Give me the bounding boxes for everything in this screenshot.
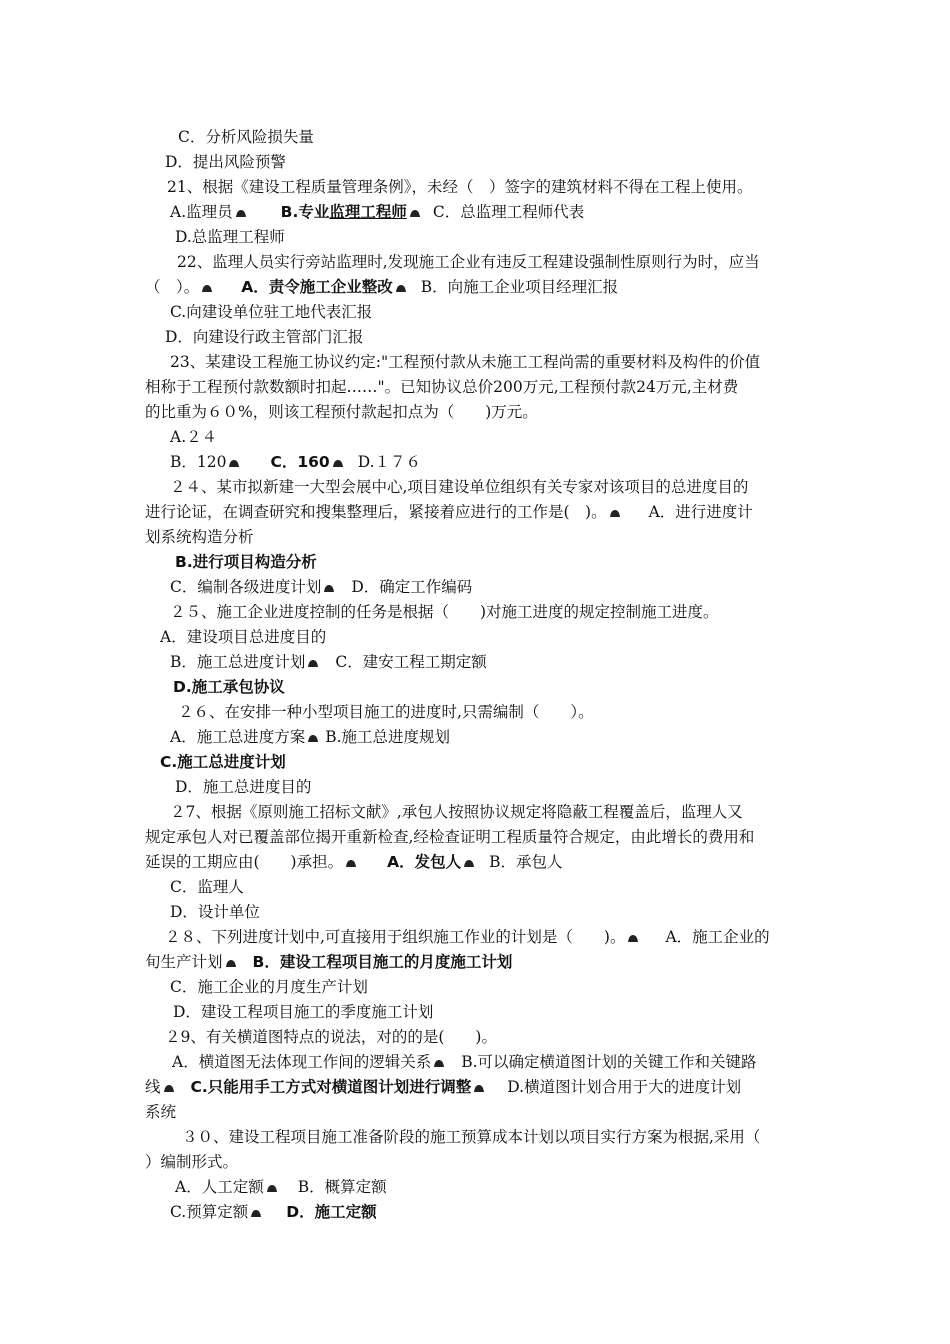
bell-icon [307, 733, 319, 743]
question-text: ２9、有关横道图特点的说法，对的的是( )。 [165, 1028, 497, 1046]
option-c-text: C.向建设单位驻工地代表汇报 [170, 303, 373, 321]
option-d-text: D．确定工作编码 [351, 578, 473, 596]
options-line [170, 452, 421, 472]
question-text: ３０、建设工程项目施工准备阶段的施工预算成本计划以项目实行方案为根据,采用（ [182, 1128, 761, 1146]
option-line [145, 1102, 176, 1122]
option-a-text-cont: 划系统构造分析 [145, 528, 254, 546]
question-text: 进行论证，在调查研究和搜集整理后，紧接着应进行的工作是( )。 [145, 503, 607, 521]
option-b-answer: B.进行项目构造分析 [175, 553, 317, 571]
option-line [173, 677, 285, 697]
options-line [170, 652, 487, 672]
bell-icon [250, 1208, 262, 1218]
option-c-text: C．施工企业的月度生产计划 [170, 978, 368, 996]
bell-icon [163, 1083, 175, 1093]
option-line [175, 552, 317, 572]
option-c-text: C．监理人 [170, 878, 244, 896]
option-b-text: B．向施工企业项目经理汇报 [420, 278, 619, 296]
option-line [178, 127, 314, 147]
options-line [170, 1202, 377, 1222]
option-line [165, 327, 363, 347]
options-line [145, 277, 618, 297]
option-c-text: C．分析风险损失量 [178, 128, 314, 146]
question-text: ２４、某市拟新建一大型会展中心,项目建设单位组织有关专家对该项目的总进度目的 [170, 478, 749, 496]
option-line [170, 302, 372, 322]
bell-icon [463, 858, 475, 868]
option-line [175, 227, 285, 247]
question-text: 的比重为６０%，则该工程预付款起扣点为（ )万元。 [145, 403, 538, 421]
options-line [172, 1052, 757, 1072]
options-line [170, 727, 450, 747]
option-b-text-cont: 线 [145, 1078, 161, 1096]
option-line [160, 752, 286, 772]
bell-icon [609, 508, 621, 518]
option-b-text: B．概算定额 [297, 1178, 387, 1196]
question-27-cont [145, 827, 754, 847]
question-text: 22、监理人员实行旁站监理时,发现施工企业有违反工程建设强制性原则行为时，应当 [177, 253, 760, 271]
option-b-answer: B．建设工程项目施工的月度施工计划 [252, 953, 513, 971]
option-line [170, 902, 260, 922]
question-text: 21、根据《建设工程质量管理条例》，未经（ ）签字的建筑材料不得在工程上使用。 [167, 178, 753, 196]
bell-icon [332, 458, 344, 468]
option-d-text-cont: 系统 [145, 1103, 177, 1121]
option-b-text: B．承包人 [489, 853, 563, 871]
bell-icon [201, 283, 213, 293]
option-line [145, 527, 254, 547]
option-c-text: C．编制各级进度计划 [170, 578, 322, 596]
question-text: 相称于工程预付款数额时扣起……"。已知协议总价200万元,工程预付款24万元,主材费 [145, 378, 739, 396]
option-c-text: C．建安工程工期定额 [335, 653, 487, 671]
bell-icon [627, 933, 639, 943]
option-line [170, 427, 217, 447]
bell-icon [225, 958, 237, 968]
question-29 [165, 1027, 497, 1047]
option-a-text: A．施工企业的 [665, 928, 770, 946]
question-text: ２８、下列进度计划中,可直接用于组织施工作业的计划是（ )。 [165, 928, 626, 946]
options-line [145, 952, 512, 972]
bell-icon [433, 1058, 445, 1068]
question-text-cont: （ ）。 [145, 278, 200, 296]
option-b-text: B.专业 [280, 203, 330, 221]
question-22 [177, 252, 760, 272]
question-23-cont [145, 377, 738, 397]
option-c-answer: C.施工总进度计划 [160, 753, 286, 771]
option-d-text: D.１７６ [357, 453, 422, 471]
bell-icon [345, 858, 357, 868]
bell-icon [473, 1083, 485, 1093]
bell-icon [307, 658, 319, 668]
option-a-answer: A．责令施工企业整改 [241, 278, 393, 296]
question-text: ２６、在安排一种小型项目施工的进度时,只需编制（ ）。 [178, 703, 594, 721]
question-24 [170, 477, 748, 497]
option-d-text: D．施工总进度目的 [175, 778, 312, 796]
option-d-answer: D.施工承包协议 [173, 678, 285, 696]
option-d-text: D.横道图计划合用于大的进度计划 [507, 1078, 742, 1096]
options-line [175, 1177, 387, 1197]
option-b-text: B．施工总进度计划 [170, 653, 306, 671]
option-a-text: A.监理员 [170, 203, 233, 221]
question-25 [170, 602, 719, 622]
option-a-text: A.２４ [170, 428, 218, 446]
question-23 [170, 352, 760, 372]
option-line [173, 1002, 433, 1022]
question-26 [178, 702, 594, 722]
option-c-answer: C.只能用手工方式对横道图计划进行调整 [190, 1078, 472, 1096]
option-line [170, 977, 368, 997]
option-a-text-cont: 旬生产计划 [145, 953, 223, 971]
options-line [170, 577, 472, 597]
option-b-text: B.可以确定横道图计划的关键工作和关键路 [461, 1053, 757, 1071]
question-24-cont [145, 502, 753, 522]
bell-icon [395, 283, 407, 293]
question-30-cont [145, 1152, 238, 1172]
option-d-text: D.总监理工程师 [175, 228, 285, 246]
bell-icon [323, 583, 335, 593]
bell-icon [228, 458, 240, 468]
option-line [165, 152, 286, 172]
option-c-text: C.预算定额 [170, 1203, 249, 1221]
option-line [175, 777, 311, 797]
option-b-text: B.施工总进度规划 [325, 728, 451, 746]
options-line [145, 1077, 741, 1097]
option-c-answer: C．160 [270, 453, 330, 471]
question-text: 23、某建设工程施工协议约定:"工程预付款从未施工工程尚需的重要材料及构件的价值 [170, 353, 761, 371]
option-a-text: A．横道图无法体现工作间的逻辑关系 [172, 1053, 432, 1071]
option-d-text: D．建设工程项目施工的季度施工计划 [173, 1003, 434, 1021]
question-23-cont [145, 402, 538, 422]
option-a-text: A．人工定额 [175, 1178, 264, 1196]
option-a-text: A．施工总进度方案 [170, 728, 306, 746]
bell-icon [266, 1183, 278, 1193]
question-text: ２7、根据《原则施工招标文献》,承包人按照协议规定将隐蔽工程覆盖后，监理人又 [170, 803, 743, 821]
option-b-text: B．120 [170, 453, 227, 471]
question-27 [170, 802, 743, 822]
question-text-cont: 延误的工期应由( )承担。 [145, 853, 344, 871]
option-d-text: D．向建设行政主管部门汇报 [165, 328, 364, 346]
question-28 [165, 927, 770, 947]
option-a-answer: A．发包人 [387, 853, 462, 871]
option-line [160, 627, 326, 647]
options-line [170, 202, 584, 222]
option-d-text: D．设计单位 [170, 903, 260, 921]
option-a-text: A．建设项目总进度目的 [160, 628, 327, 646]
options-line [145, 852, 563, 872]
question-text: ）编制形式。 [145, 1153, 239, 1171]
option-line [170, 877, 244, 897]
option-d-text: D．提出风险预警 [165, 153, 286, 171]
question-text: ２５、施工企业进度控制的任务是根据（ )对施工进度的规定控制施工进度。 [170, 603, 719, 621]
option-d-answer: D．施工定额 [286, 1203, 377, 1221]
answer-underlined: 监理工程师 [329, 203, 407, 221]
question-text: 规定承包人对已覆盖部位揭开重新检查,经检查证明工程质量符合规定，由此增长的费用和 [145, 828, 755, 846]
question-21 [167, 177, 752, 197]
question-30 [182, 1127, 760, 1147]
option-c-text: C．总监理工程师代表 [432, 203, 585, 221]
bell-icon [409, 208, 421, 218]
option-a-text: A．进行进度计 [648, 503, 753, 521]
bell-icon [235, 208, 247, 218]
